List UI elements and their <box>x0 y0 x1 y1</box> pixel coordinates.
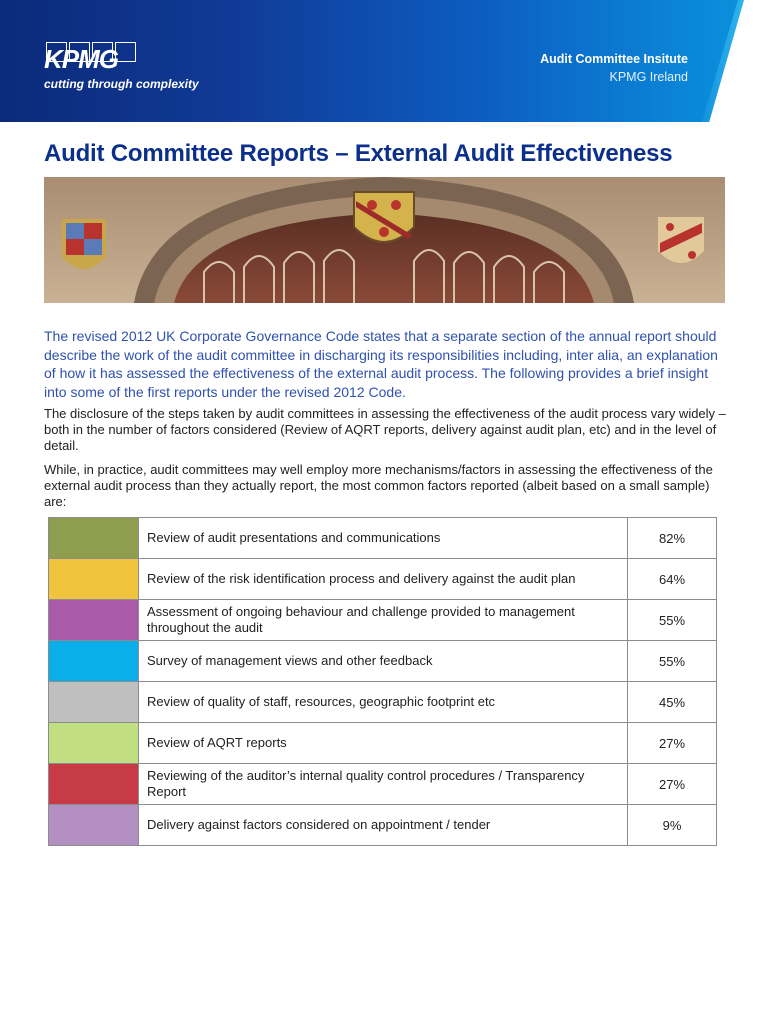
factor-percent: 45% <box>628 682 717 723</box>
body-paragraph-2: While, in practice, audit committees may well employ more mechanisms/factors in assessing the effectiveness of the external audit process than they actually report, the most common factors reported (albeit based on a small sample) are: <box>44 462 713 509</box>
color-swatch <box>49 559 139 600</box>
color-swatch <box>49 518 139 559</box>
table-row <box>49 682 717 723</box>
org-subtitle: KPMG Ireland <box>609 70 688 84</box>
org-block <box>540 52 688 84</box>
gothic-archway-photo <box>44 177 725 303</box>
table-row <box>49 518 717 559</box>
factor-label: Assessment of ongoing behaviour and challenge provided to management throughout the audit <box>139 600 628 641</box>
swatch-fill <box>49 764 138 804</box>
table-row <box>49 559 717 600</box>
factor-percent: 27% <box>628 723 717 764</box>
factor-percent: 55% <box>628 641 717 682</box>
org-title: Audit Committee Insitute <box>540 52 688 66</box>
factor-label: Delivery against factors considered on appointment / tender <box>139 805 628 846</box>
factor-percent: 55% <box>628 600 717 641</box>
swatch-fill <box>49 805 138 845</box>
color-swatch <box>49 641 139 682</box>
factor-percent: 9% <box>628 805 717 846</box>
color-swatch <box>49 764 139 805</box>
swatch-fill <box>49 518 138 558</box>
page-title: Audit Committee Reports – External Audit Effectiveness <box>44 140 673 167</box>
body-paragraph-1: The disclosure of the steps taken by audit committees in assessing the effectiveness of the audit process vary widely – both in the number of factors considered (Review of AQRT reports, delivery against audit plan, etc) and in the level of detail. <box>44 406 726 453</box>
kpmg-logo <box>44 42 199 91</box>
color-swatch <box>49 723 139 764</box>
factor-label: Review of audit presentations and communications <box>139 518 628 559</box>
intro-paragraph: The revised 2012 UK Corporate Governance Code states that a separate section of the annual report should describe the work of the audit committee in discharging its responsibilities including, inter alia, an explanation of how it has assessed the effectiveness of the external audit process. The following provides a brief insight into some of the first reports under the revised 2012 Code. <box>44 328 718 400</box>
header-banner <box>0 0 768 122</box>
color-swatch <box>49 805 139 846</box>
color-swatch <box>49 682 139 723</box>
swatch-fill <box>49 682 138 722</box>
table-row <box>49 764 717 805</box>
swatch-fill <box>49 600 138 640</box>
table-row <box>49 723 717 764</box>
swatch-fill <box>49 641 138 681</box>
factor-label: Review of the risk identification process and delivery against the audit plan <box>139 559 628 600</box>
logo-text: KPMG <box>44 44 118 74</box>
logo-tagline: cutting through complexity <box>44 77 199 91</box>
factor-percent: 82% <box>628 518 717 559</box>
swatch-fill <box>49 559 138 599</box>
factor-percent: 27% <box>628 764 717 805</box>
swatch-fill <box>49 723 138 763</box>
table-row <box>49 600 717 641</box>
factor-label: Review of AQRT reports <box>139 723 628 764</box>
table-row <box>49 641 717 682</box>
factors-table <box>48 517 717 846</box>
table-row <box>49 805 717 846</box>
factor-label: Review of quality of staff, resources, geographic footprint etc <box>139 682 628 723</box>
factor-percent: 64% <box>628 559 717 600</box>
factor-label: Reviewing of the auditor’s internal quality control procedures / Transparency Report <box>139 764 628 805</box>
color-swatch <box>49 600 139 641</box>
factor-label: Survey of management views and other feedback <box>139 641 628 682</box>
